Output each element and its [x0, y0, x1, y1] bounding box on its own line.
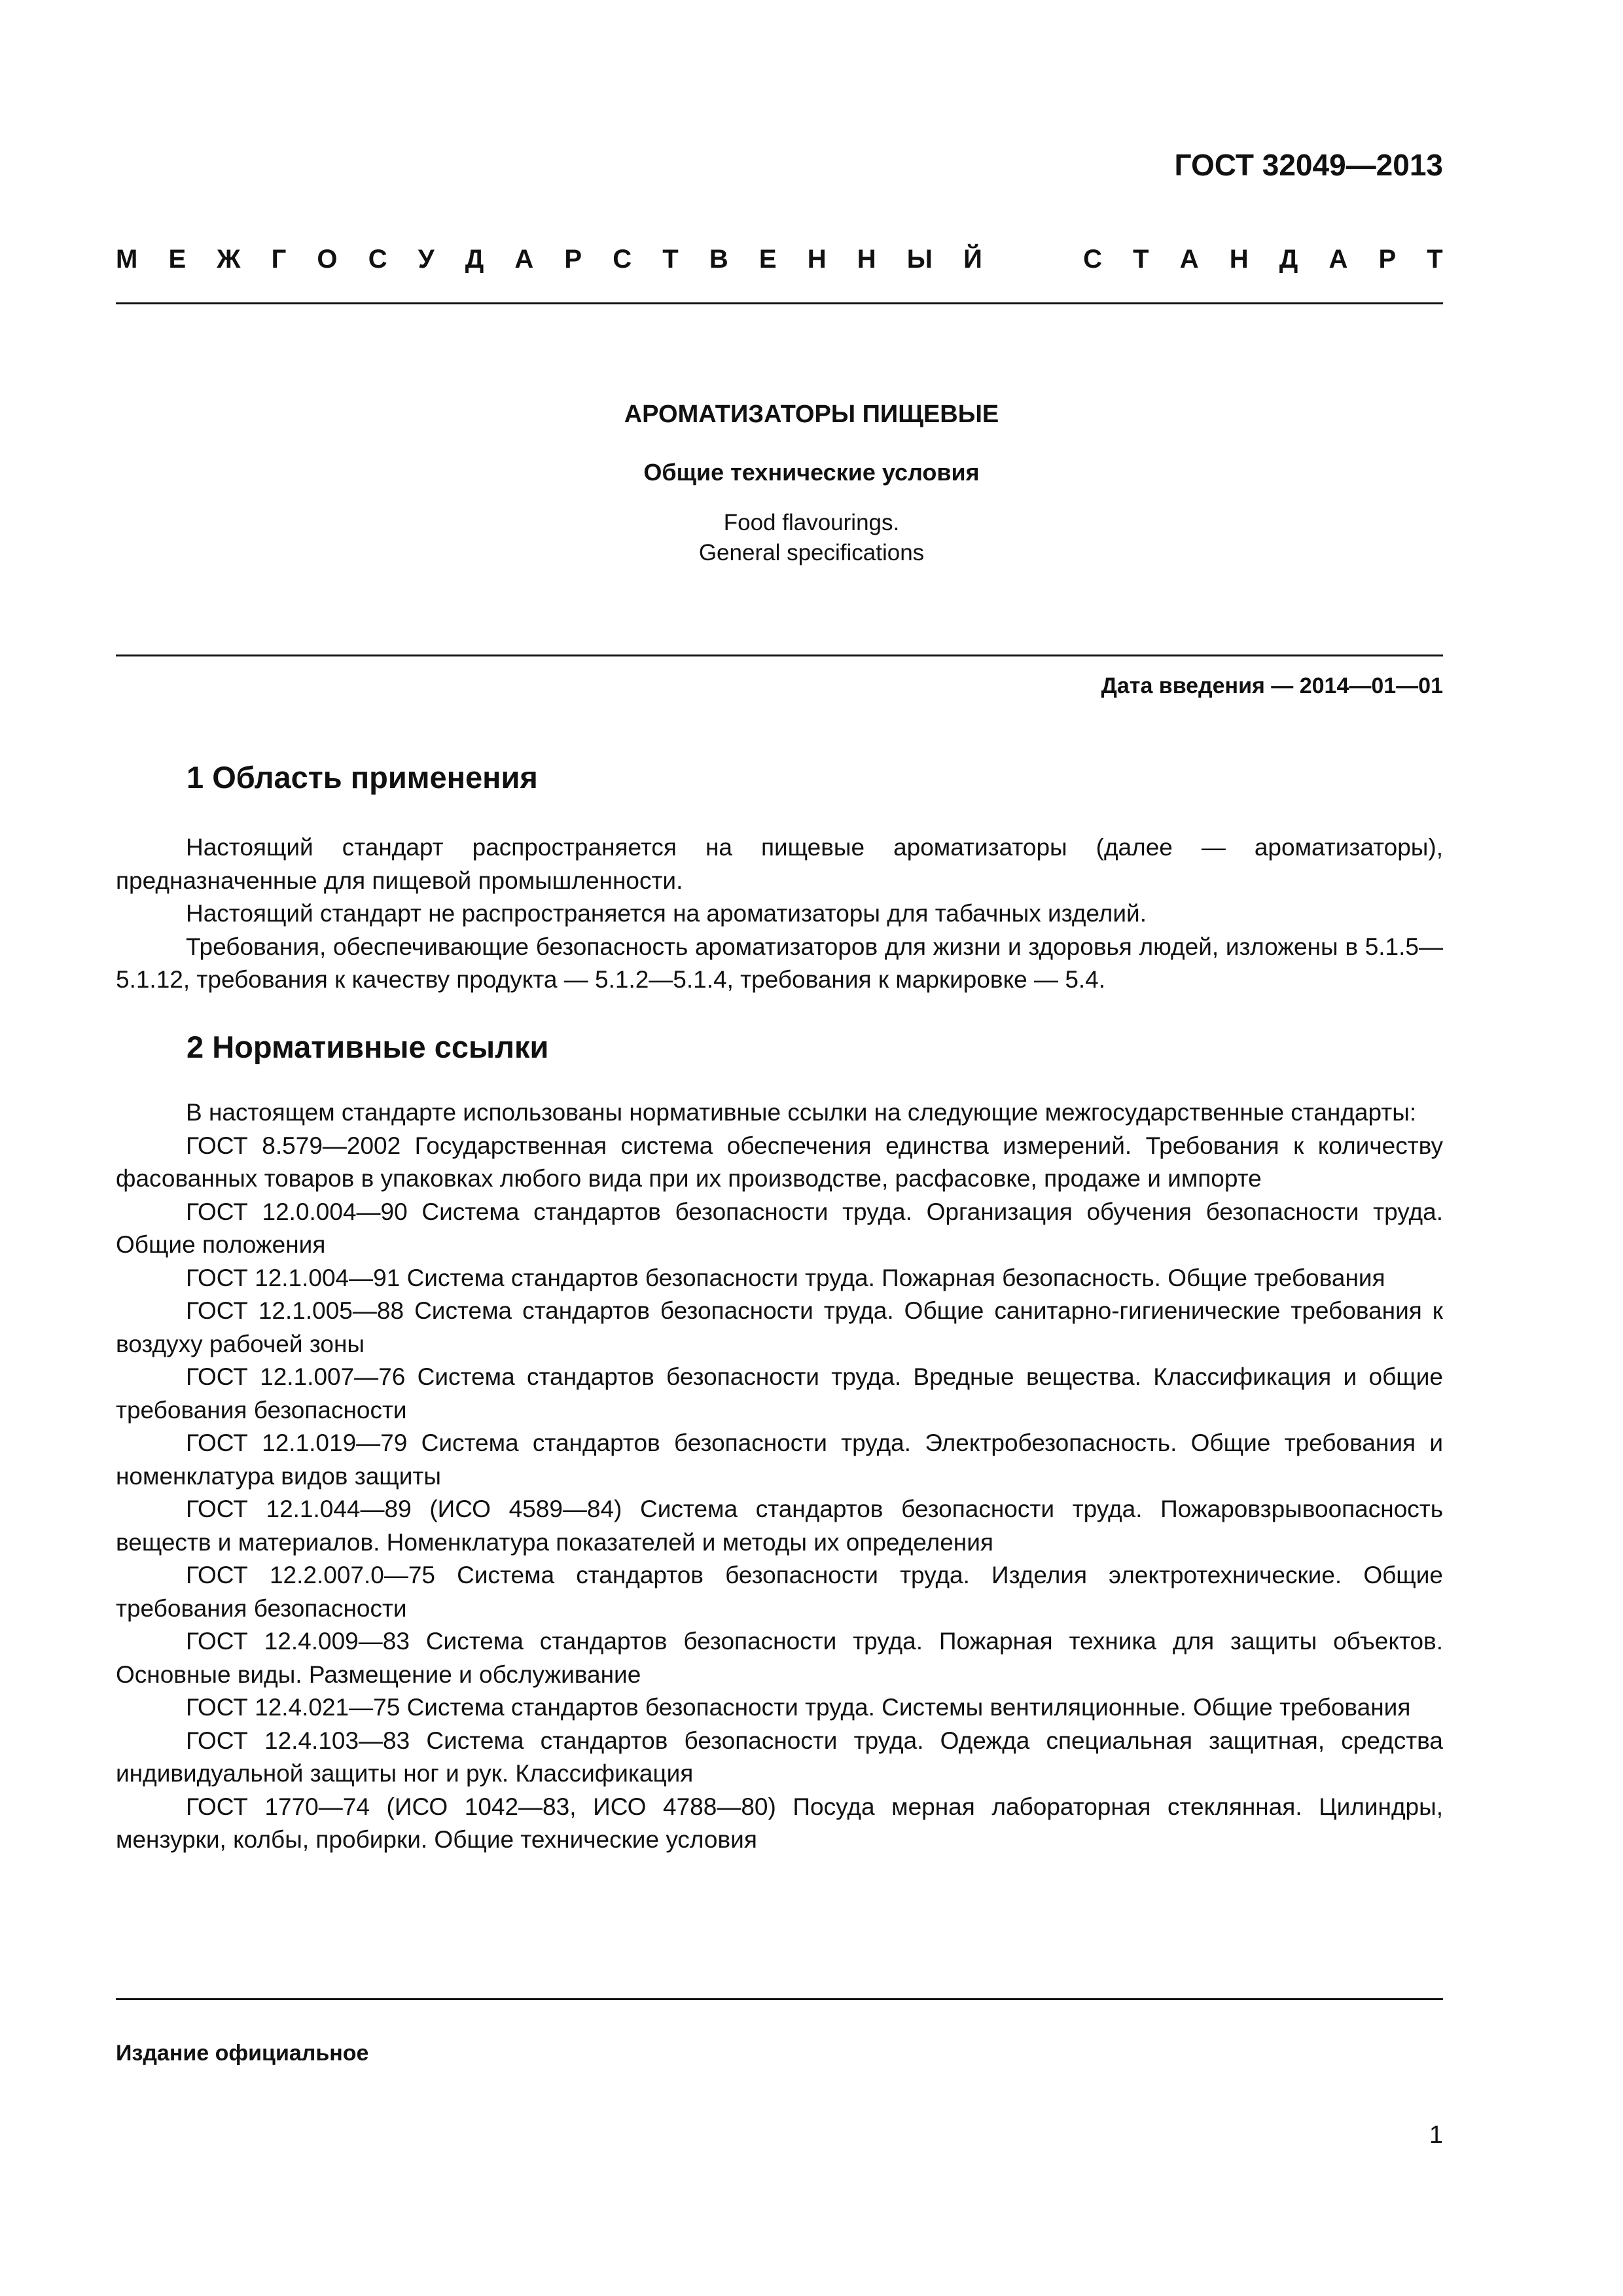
banner-letter: Ы [906, 245, 933, 274]
reference-item: ГОСТ 1770—74 (ИСО 1042—83, ИСО 4788—80) Посуда мерная лабораторная стеклянная. Цилиндры, мензурки, колбы, пробирки. Общие технические условия [116, 1793, 1443, 1853]
banner-letter: М [116, 245, 138, 274]
interstate-standard-banner [116, 240, 1443, 279]
banner-letter: Т [662, 245, 679, 274]
banner-letter: Р [1378, 245, 1397, 274]
banner-letter: Г [271, 245, 287, 274]
banner-letter: Д [1279, 245, 1298, 274]
reference-item: ГОСТ 12.1.019—79 Система стандартов безопасности труда. Электробезопасность. Общие требования и номенклатура видов защиты [116, 1429, 1443, 1490]
paragraph: В настоящем стандарте использованы нормативные ссылки на следующие межгосударственные стандарты: [186, 1099, 1417, 1126]
reference-item: ГОСТ 12.4.103—83 Система стандартов безопасности труда. Одежда специальная защитная, средства индивидуальной защиты ног и рук. Классификация [116, 1727, 1443, 1787]
banner-word-gap [1013, 240, 1052, 279]
banner-letter: Н [1229, 245, 1249, 274]
banner-letter: Е [168, 245, 187, 274]
banner-letter: Н [807, 245, 827, 274]
banner-letter: В [709, 245, 728, 274]
section-heading: 1 Область применения [187, 760, 538, 795]
paragraph: Настоящий стандарт распространяется на пищевые ароматизаторы (далее — ароматизаторы), предназначенные для пищевой промышленности. [116, 834, 1443, 894]
reference-item: ГОСТ 12.0.004—90 Система стандартов безопасности труда. Организация обучения безопасности труда. Общие положения [116, 1198, 1443, 1258]
reference-item: ГОСТ 12.1.005—88 Система стандартов безопасности труда. Общие санитарно-гигиенические требования к воздуху рабочей зоны [116, 1297, 1443, 1357]
banner-letter: Н [857, 245, 876, 274]
reference-item: ГОСТ 12.1.007—76 Система стандартов безопасности труда. Вредные вещества. Классификация и общие требования безопасности [116, 1363, 1443, 1424]
english-title-line: Food flavourings. [723, 510, 900, 535]
footer-divider [116, 1998, 1443, 2000]
reference-item: ГОСТ 12.1.044—89 (ИСО 4589—84) Система стандартов безопасности труда. Пожаровзрывоопасность веществ и материалов. Номенклатура показателей и методы их определения [116, 1496, 1443, 1556]
english-title [0, 508, 1623, 568]
banner-letter: С [1083, 245, 1103, 274]
reference-item: ГОСТ 12.4.009—83 Система стандартов безопасности труда. Пожарная техника для защиты объектов. Основные виды. Размещение и обслуживание [116, 1628, 1443, 1688]
banner-letter: Д [465, 245, 484, 274]
banner-letter: А [514, 245, 534, 274]
section-heading: 2 Нормативные ссылки [187, 1030, 549, 1064]
paragraph: Настоящий стандарт не распространяется на ароматизаторы для табачных изделий. [186, 900, 1147, 927]
banner-letter: Т [1427, 245, 1443, 274]
introduction-date: Дата введения — 2014—01—01 [1101, 673, 1443, 698]
reference-item: ГОСТ 12.1.004—91 Система стандартов безопасности труда. Пожарная безопасность. Общие требования [186, 1264, 1385, 1291]
banner-letter: А [1179, 245, 1199, 274]
banner-letter: О [317, 245, 338, 274]
reference-item: ГОСТ 12.2.007.0—75 Система стандартов безопасности труда. Изделия электротехнические. Общие требования безопасности [116, 1562, 1443, 1622]
english-title-line: General specifications [698, 540, 925, 565]
reference-item: ГОСТ 8.579—2002 Государственная система обеспечения единства измерений. Требования к количеству фасованных товаров в упаковках любого вида при их производстве, расфасовке, продаже и импорте [116, 1132, 1443, 1192]
banner-letter: У [418, 245, 435, 274]
banner-letter: Ж [217, 245, 241, 274]
section-body [116, 831, 1443, 997]
page-number: 1 [1429, 2121, 1443, 2149]
banner-letter: Й [963, 245, 982, 274]
banner-letter: С [368, 245, 387, 274]
title-divider [116, 655, 1443, 656]
banner-letter: А [1329, 245, 1348, 274]
banner-letter: С [613, 245, 632, 274]
document-number: ГОСТ 32049—2013 [1174, 148, 1443, 182]
document-title: АРОМАТИЗАТОРЫ ПИЩЕВЫЕ [624, 401, 999, 428]
document-subtitle: Общие технические условия [643, 459, 980, 486]
paragraph: Требования, обеспечивающие безопасность ароматизаторов для жизни и здоровья людей, изложены в 5.1.5—5.1.12, требования к качеству продукта — 5.1.2—5.1.4, требования к маркировке — 5.4. [116, 933, 1443, 993]
reference-item: ГОСТ 12.4.021—75 Система стандартов безопасности труда. Системы вентиляционные. Общие требования [186, 1694, 1411, 1721]
edition-label: Издание официальное [116, 2041, 369, 2066]
banner-letter: Т [1133, 245, 1149, 274]
banner-letter: Р [564, 245, 582, 274]
header-divider [116, 302, 1443, 304]
section-body [116, 1096, 1443, 1857]
banner-letter: Е [758, 245, 777, 274]
